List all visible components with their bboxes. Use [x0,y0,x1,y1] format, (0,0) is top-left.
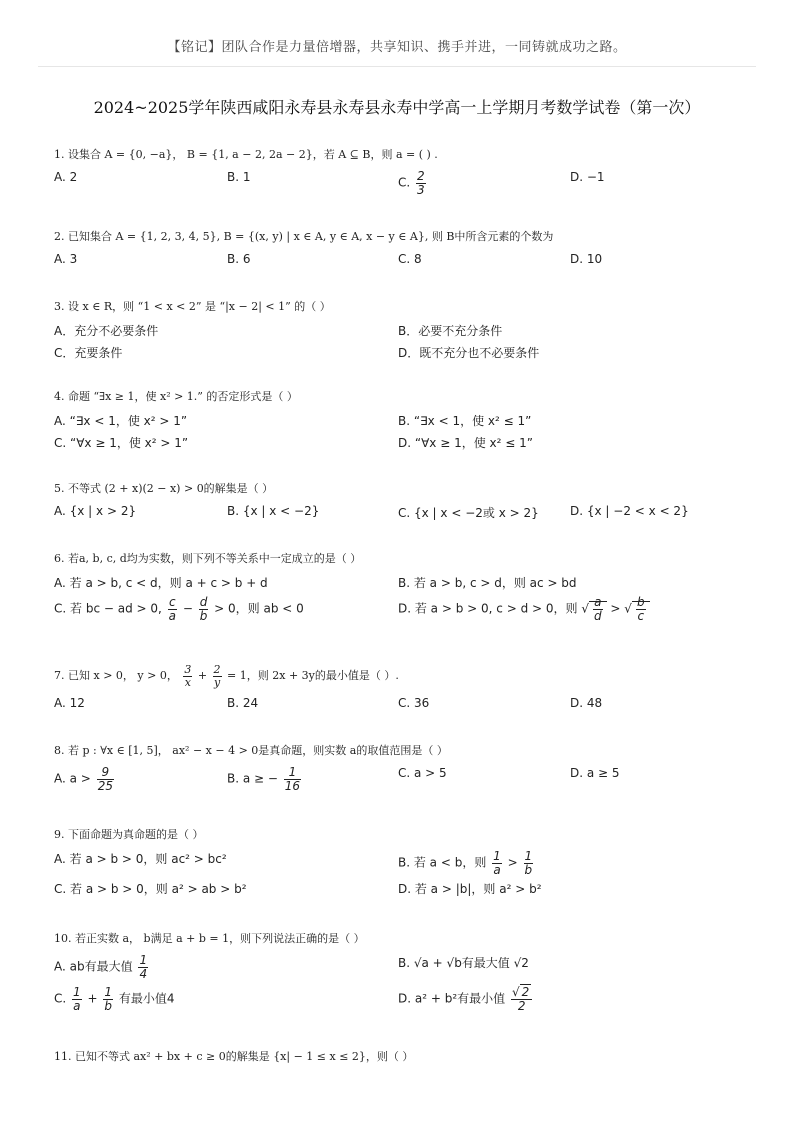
options [54,596,754,630]
option-a: A. “∃x < 1，使 x² > 1” [54,414,188,428]
options [54,953,754,981]
option-d: D．既不充分也不必要条件 [398,346,540,360]
question-stem: 3. 设 x ∈ R，则 “1 < x < 2” 是 “|x − 2| < 1” 的（ ） [54,300,331,313]
options [54,322,754,340]
question-11 [54,1048,754,1064]
page-title: 2024~2025学年陕西咸阳永寿县永寿县永寿中学高一上学期月考数学试卷（第一次） [93,98,701,117]
question-stem: 9. 下面命题为真命题的是（ ） [54,828,204,841]
options [54,985,754,1013]
options [54,696,754,714]
option-c: C. 36 [398,696,430,711]
question-10 [54,930,754,1013]
fraction: $\frac{2}{3}$ [417,169,425,197]
question-stem: 8. 若 p : ∀x ∈ [1, 5]， ax² − x − 4 > 0是真命题，则实数 a的取值范围是（ ） [54,744,448,757]
options [54,412,754,430]
options [54,504,754,522]
option-d: D. −1 [570,170,605,184]
question-stem: 5. 不等式 (2 + x)(2 − x) > 0的解集是（ ） [54,482,274,495]
question-2 [54,228,754,270]
option-c: C. $\frac{2}{3}$ [398,169,425,197]
option-b: B. a ≥ − $\frac{1}{16}$ [227,765,301,793]
option-c: C. a > 5 [398,766,447,780]
question-8 [54,742,754,793]
options [54,849,754,877]
option-d: D. 10 [570,252,603,266]
question-7 [54,664,754,714]
option-d: D. 48 [570,696,603,711]
option-c: C. {x | x < −2或 x > 2} [398,506,539,520]
option-c: C. “∀x ≥ 1，使 x² > 1” [54,436,189,450]
options [54,880,754,898]
option-b: B. 若 a < b，则 $\frac{1}{a}$ > $\frac{1}{b}$ [398,849,533,877]
option-b: B. √a + √b有最大值 √2 [398,956,529,970]
option-b: B. 24 [227,696,259,711]
question-stem: 11. 已知不等式 ax² + bx + c ≥ 0的解集是 {x| − 1 ≤ x ≤ 2}，则（ ） [54,1050,414,1063]
option-c: C. 若 a > b > 0，则 a² > ab > b² [54,882,247,896]
option-d: D. a² + b²有最小值 $\frac{√ 2}{2}$ [398,986,534,1012]
option-c: C. 若 bc − ad > 0, $\frac{c}{a}$ − $\frac{d}{b}$ > 0，则 ab < 0 [54,595,304,623]
option-d: D. 若 a > |b|，则 a² > b² [398,882,542,896]
option-a: A．充分不必要条件 [54,324,159,338]
question-4 [54,388,754,452]
option-b: B. {x | x < −2} [227,504,320,518]
option-a: A. {x | x > 2} [54,504,137,518]
question-9 [54,826,754,898]
option-d: D. “∀x ≥ 1，使 x² ≤ 1” [398,436,533,450]
option-b: B. 若 a > b, c > d，则 ac > bd [398,576,577,590]
question-5 [54,480,754,522]
question-1 [54,146,754,197]
question-stem: 2. 已知集合 A = {1, 2, 3, 4, 5}, B = {(x, y) | x ∈ A, y ∈ A, x − y ∈ A}, 则 B中所含元素的个数为 [54,230,554,243]
option-a: A. 若 a > b, c < d，则 a + c > b + d [54,576,268,590]
question-stem: 1. 设集合 A = {0, −a}， B = {1, a − 2, 2a − 2}，若 A ⊆ B，则 a = ( ) . [54,148,438,161]
options [54,574,754,592]
option-c: C．充要条件 [54,346,123,360]
header-divider [38,66,756,67]
question-stem: 10. 若正实数 a， b满足 a + b = 1，则下列说法正确的是（ ） [54,932,365,945]
option-a: A. 12 [54,696,85,711]
option-a: A. a > $\frac{9}{25}$ [54,765,113,793]
option-c: C. $\frac{1}{a}$ + $\frac{1}{b}$ 有最小值4 [54,985,175,1013]
question-stem: 4. 命题 “∃x ≥ 1，使 x² > 1.” 的否定形式是（ ） [54,390,298,403]
option-a: A. 3 [54,252,78,266]
options [54,252,754,270]
question-3 [54,298,754,362]
question-stem: 7. 已知 x > 0， y > 0， $\frac{3}{x}$ + $\frac{2}{y}$ = 1，则 2x + 3y的最小值是（ ）. [54,663,399,689]
option-b: B．必要不充分条件 [398,324,503,338]
options [54,765,754,793]
option-d: D. 若 a > b > 0, c > d > 0，则 √ $\frac{a}{d}$ > √ $\frac{b}{c}$ [398,596,650,622]
options [54,344,754,362]
option-a: A. ab有最大值 $\frac{1}{4}$ [54,953,148,981]
option-b: B. 6 [227,252,251,266]
option-a: A. 若 a > b > 0，则 ac² > bc² [54,852,227,866]
option-b: B. “∃x < 1，使 x² ≤ 1” [398,414,532,428]
option-b: B. 1 [227,170,251,184]
option-d: D. {x | −2 < x < 2} [570,504,689,518]
question-stem: 6. 若a, b, c, d均为实数，则下列不等关系中一定成立的是（ ） [54,552,362,565]
option-a: A. 2 [54,170,78,184]
options [54,169,754,197]
question-6 [54,550,754,630]
option-c: C. 8 [398,252,422,266]
options [54,434,754,452]
header-motto: 【铭记】团队合作是力量倍增器，共享知识、携手并进，一同铸就成功之路。 [167,40,627,55]
option-d: D. a ≥ 5 [570,766,620,780]
